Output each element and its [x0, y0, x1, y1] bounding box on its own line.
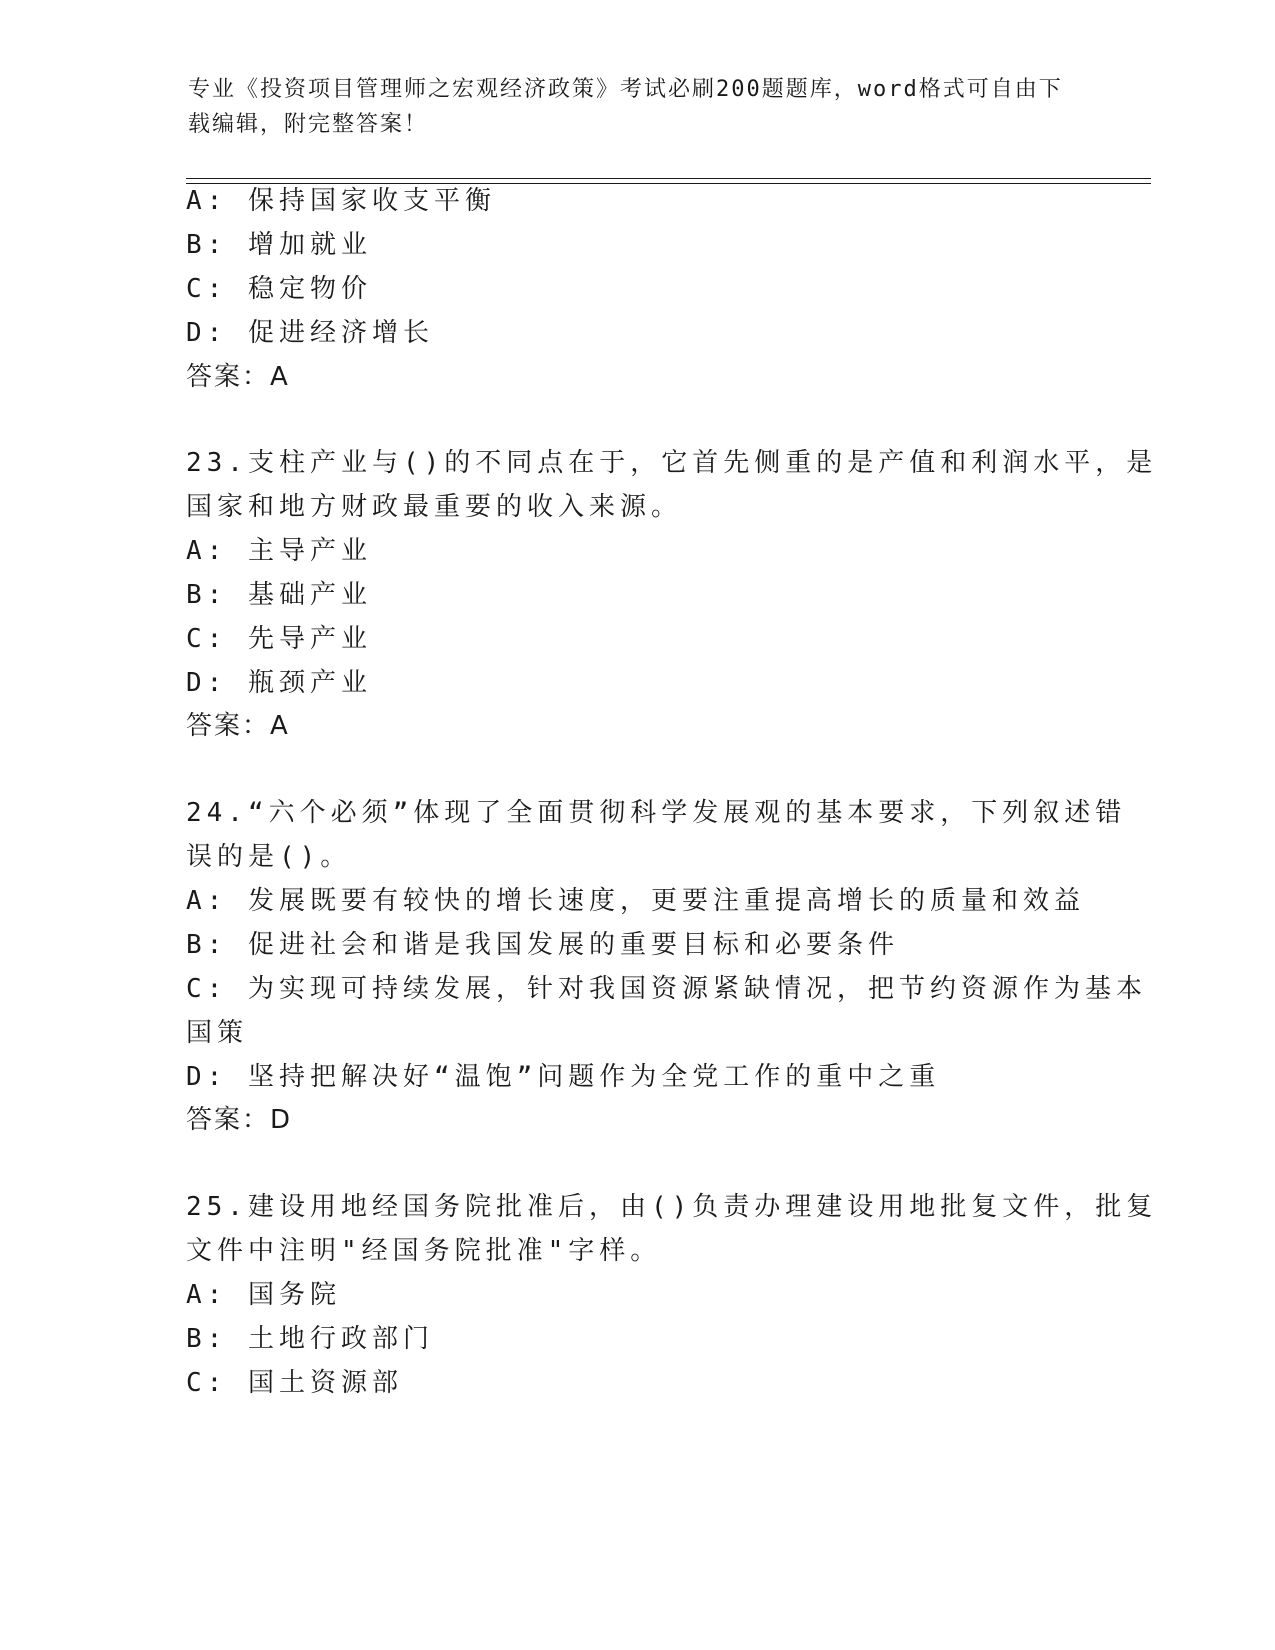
- question-23-option-c: C: 先导产业: [186, 624, 372, 654]
- option-c: C: 稳定物价: [186, 274, 372, 304]
- document-header: 专业《投资项目管理师之宏观经济政策》考试必刷200题题库，word格式可自由下载编辑，附完整答案！: [188, 77, 1063, 137]
- question-25-option-b: B: 土地行政部门: [186, 1324, 434, 1354]
- question-24-stem-line1: 24.“六个必须”体现了全面贯彻科学发展观的基本要求，下列叙述错: [186, 798, 1127, 828]
- question-23-stem-line1: 23.支柱产业与()的不同点在于，它首先侧重的是产值和利润水平，是: [186, 448, 1158, 478]
- question-25-stem-line1: 25.建设用地经国务院批准后，由()负责办理建设用地批复文件，批复: [186, 1192, 1158, 1222]
- question-23-option-d: D: 瓶颈产业: [186, 668, 372, 698]
- question-24-answer: 答案：D: [186, 1105, 293, 1135]
- question-23-stem-line2: 国家和地方财政最重要的收入来源。: [186, 492, 683, 522]
- question-24-option-b: B: 促进社会和谐是我国发展的重要目标和必要条件: [186, 930, 899, 960]
- option-a: A: 保持国家收支平衡: [186, 186, 496, 216]
- answer-line: 答案：A: [186, 362, 290, 392]
- question-23-option-b: B: 基础产业: [186, 580, 372, 610]
- question-24-option-d: D: 坚持把解决好“温饱”问题作为全党工作的重中之重: [186, 1062, 941, 1092]
- question-25-stem-line2: 文件中注明"经国务院批准"字样。: [186, 1236, 662, 1266]
- question-25-option-a: A: 国务院: [186, 1280, 341, 1310]
- question-24-option-c-continued: 国策: [186, 1018, 249, 1048]
- question-23-option-a: A: 主导产业: [186, 536, 372, 566]
- option-b: B: 增加就业: [186, 230, 372, 260]
- question-23-answer: 答案：A: [186, 711, 290, 741]
- question-24-option-c: C: 为实现可持续发展，针对我国资源紧缺情况，把节约资源作为基本: [186, 974, 1147, 1004]
- option-d: D: 促进经济增长: [186, 318, 434, 348]
- question-25-option-c: C: 国土资源部: [186, 1368, 403, 1398]
- question-24-option-a: A: 发展既要有较快的增长速度，更要注重提高增长的质量和效益: [186, 886, 1085, 916]
- question-24-stem-line2: 误的是()。: [186, 842, 352, 872]
